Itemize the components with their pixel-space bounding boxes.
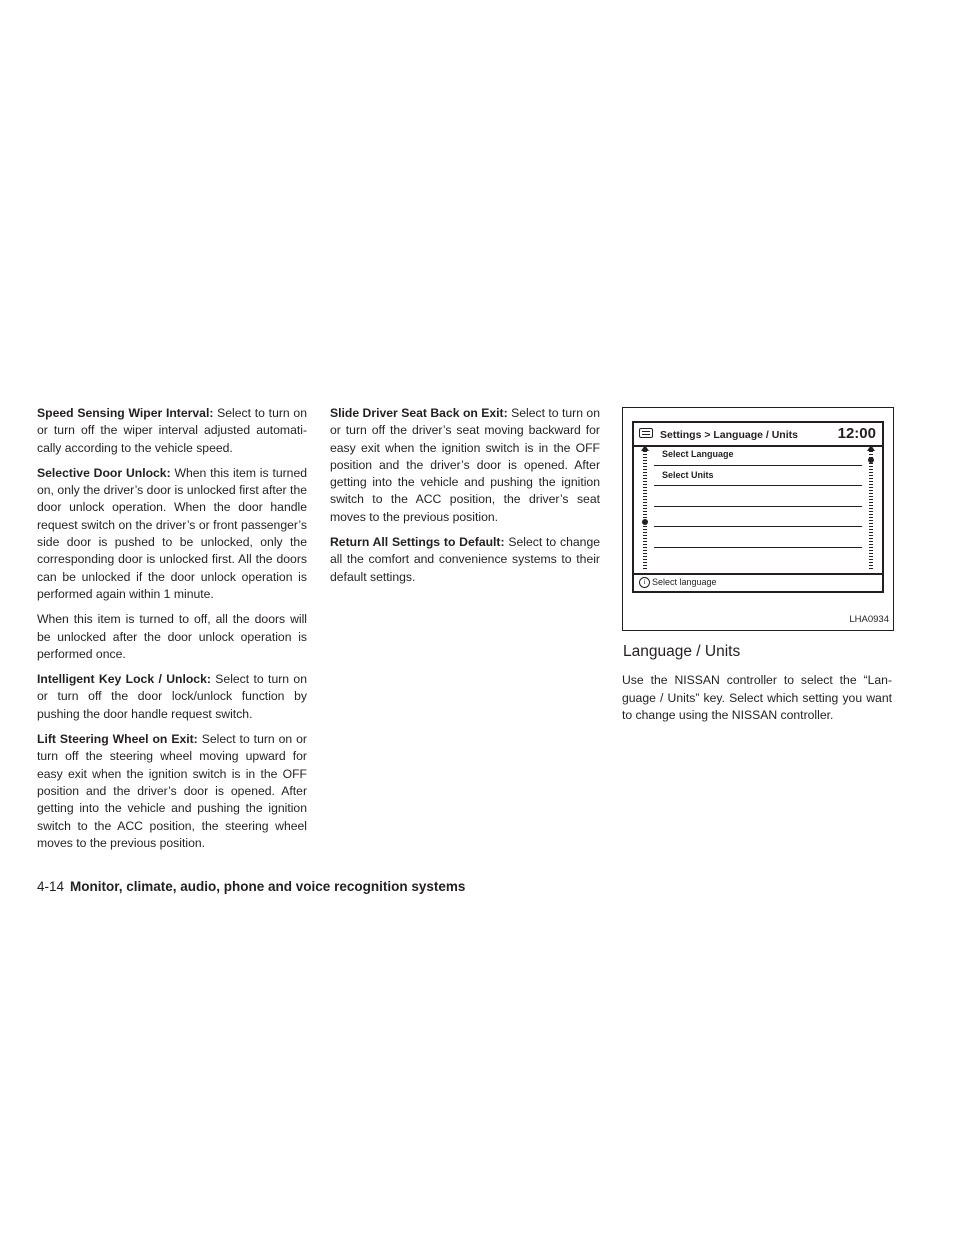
item-body: Select to change all the comfort and convenience systems to their default settings.: [330, 535, 601, 584]
figure-code: LHA0934: [849, 613, 889, 625]
info-icon: i: [639, 577, 650, 588]
paragraph: [330, 534, 600, 586]
scroll-up-arrow-icon: [641, 445, 649, 451]
item-body: When this item is turned to off, all the doors will be unlocked after the door unlock operation is performed once.: [37, 612, 307, 661]
item-body: Select to turn on or turn off the driver’s seat moving backward for easy exit when the ignition switch is in the OFF position and the driver’s door is opened. After getting into the vehicle and pushing the ignition switch to the ACC position, the driver’s seat moves to the previous position.: [330, 406, 600, 524]
scrollbar-left[interactable]: [641, 451, 649, 569]
menu-list: [654, 445, 862, 568]
display-screen: [632, 421, 884, 593]
item-title: Return All Settings to Default:: [330, 535, 505, 550]
menu-item-empty: [654, 507, 862, 528]
text-column-middle: [330, 405, 600, 594]
menu-icon[interactable]: [639, 428, 653, 438]
item-title: Intelligent Key Lock / Unlock:: [37, 672, 211, 687]
item-title: Slide Driver Seat Back on Exit:: [330, 406, 508, 420]
paragraph: [37, 731, 307, 852]
scroll-thumb[interactable]: [868, 457, 874, 463]
item-title: Selective Door Unlock:: [37, 465, 171, 480]
section-heading: Language / Units: [623, 643, 741, 660]
paragraph: [37, 465, 307, 603]
scrollbar-right[interactable]: [867, 451, 875, 569]
item-title: Speed Sensing Wiper Interval:: [37, 406, 214, 420]
text-column-right: [622, 407, 892, 732]
scroll-thumb[interactable]: [642, 519, 648, 525]
item-title: Lift Steering Wheel on Exit:: [37, 732, 198, 747]
clock: 12:00: [837, 425, 876, 442]
screen-footer: [634, 573, 882, 591]
breadcrumb: Settings > Language / Units: [660, 429, 798, 441]
settings-screen-figure: [622, 407, 894, 631]
menu-item-select-units[interactable]: Select Units: [654, 466, 862, 487]
paragraph: [37, 611, 307, 663]
paragraph: Use the NISSAN controller to select the “Language / Units” key. Select which setting you want to change using the NISSAN controller.: [622, 673, 892, 722]
screen-header: [634, 423, 882, 447]
item-body: Select to turn on or turn off the wiper interval adjusted automatically according to the vehicle speed.: [37, 406, 307, 455]
item-body: Select to turn on or turn off the door lock/unlock function by pushing the door handle request switch.: [37, 672, 307, 721]
text-column-left: [37, 405, 307, 860]
menu-item-empty: [654, 548, 862, 568]
page-number: 4-14: [37, 879, 65, 894]
menu-item-empty: [654, 527, 862, 548]
paragraph: [37, 405, 307, 457]
chapter-title: Monitor, climate, audio, phone and voice recognition systems: [70, 879, 466, 894]
paragraph: [330, 405, 600, 526]
footer-hint: Select language: [652, 577, 717, 587]
menu-item-empty: [654, 486, 862, 507]
page-footer: [37, 879, 465, 894]
paragraph: [37, 671, 307, 723]
item-body: When this item is turned on, only the driver’s door is unlocked first after the door unlock operation. When the door handle request switch on the driver’s or front passenger’s side door is pushed to be unlocked, only the corresponding door is unlocked first. All the doors can be unlocked if the door unlock operation is performed again within 1 minute.: [37, 465, 308, 601]
menu-item-select-language[interactable]: Select Language: [654, 445, 862, 466]
scroll-up-arrow-icon: [867, 445, 875, 451]
item-body: Select to turn on or turn off the steering wheel moving upward for easy exit when the ignition switch is in the OFF position and the driver’s door is opened. After getting into the vehicle and pushing the ignition switch to the ACC position, the steering wheel moves to the previous position.: [37, 732, 307, 850]
